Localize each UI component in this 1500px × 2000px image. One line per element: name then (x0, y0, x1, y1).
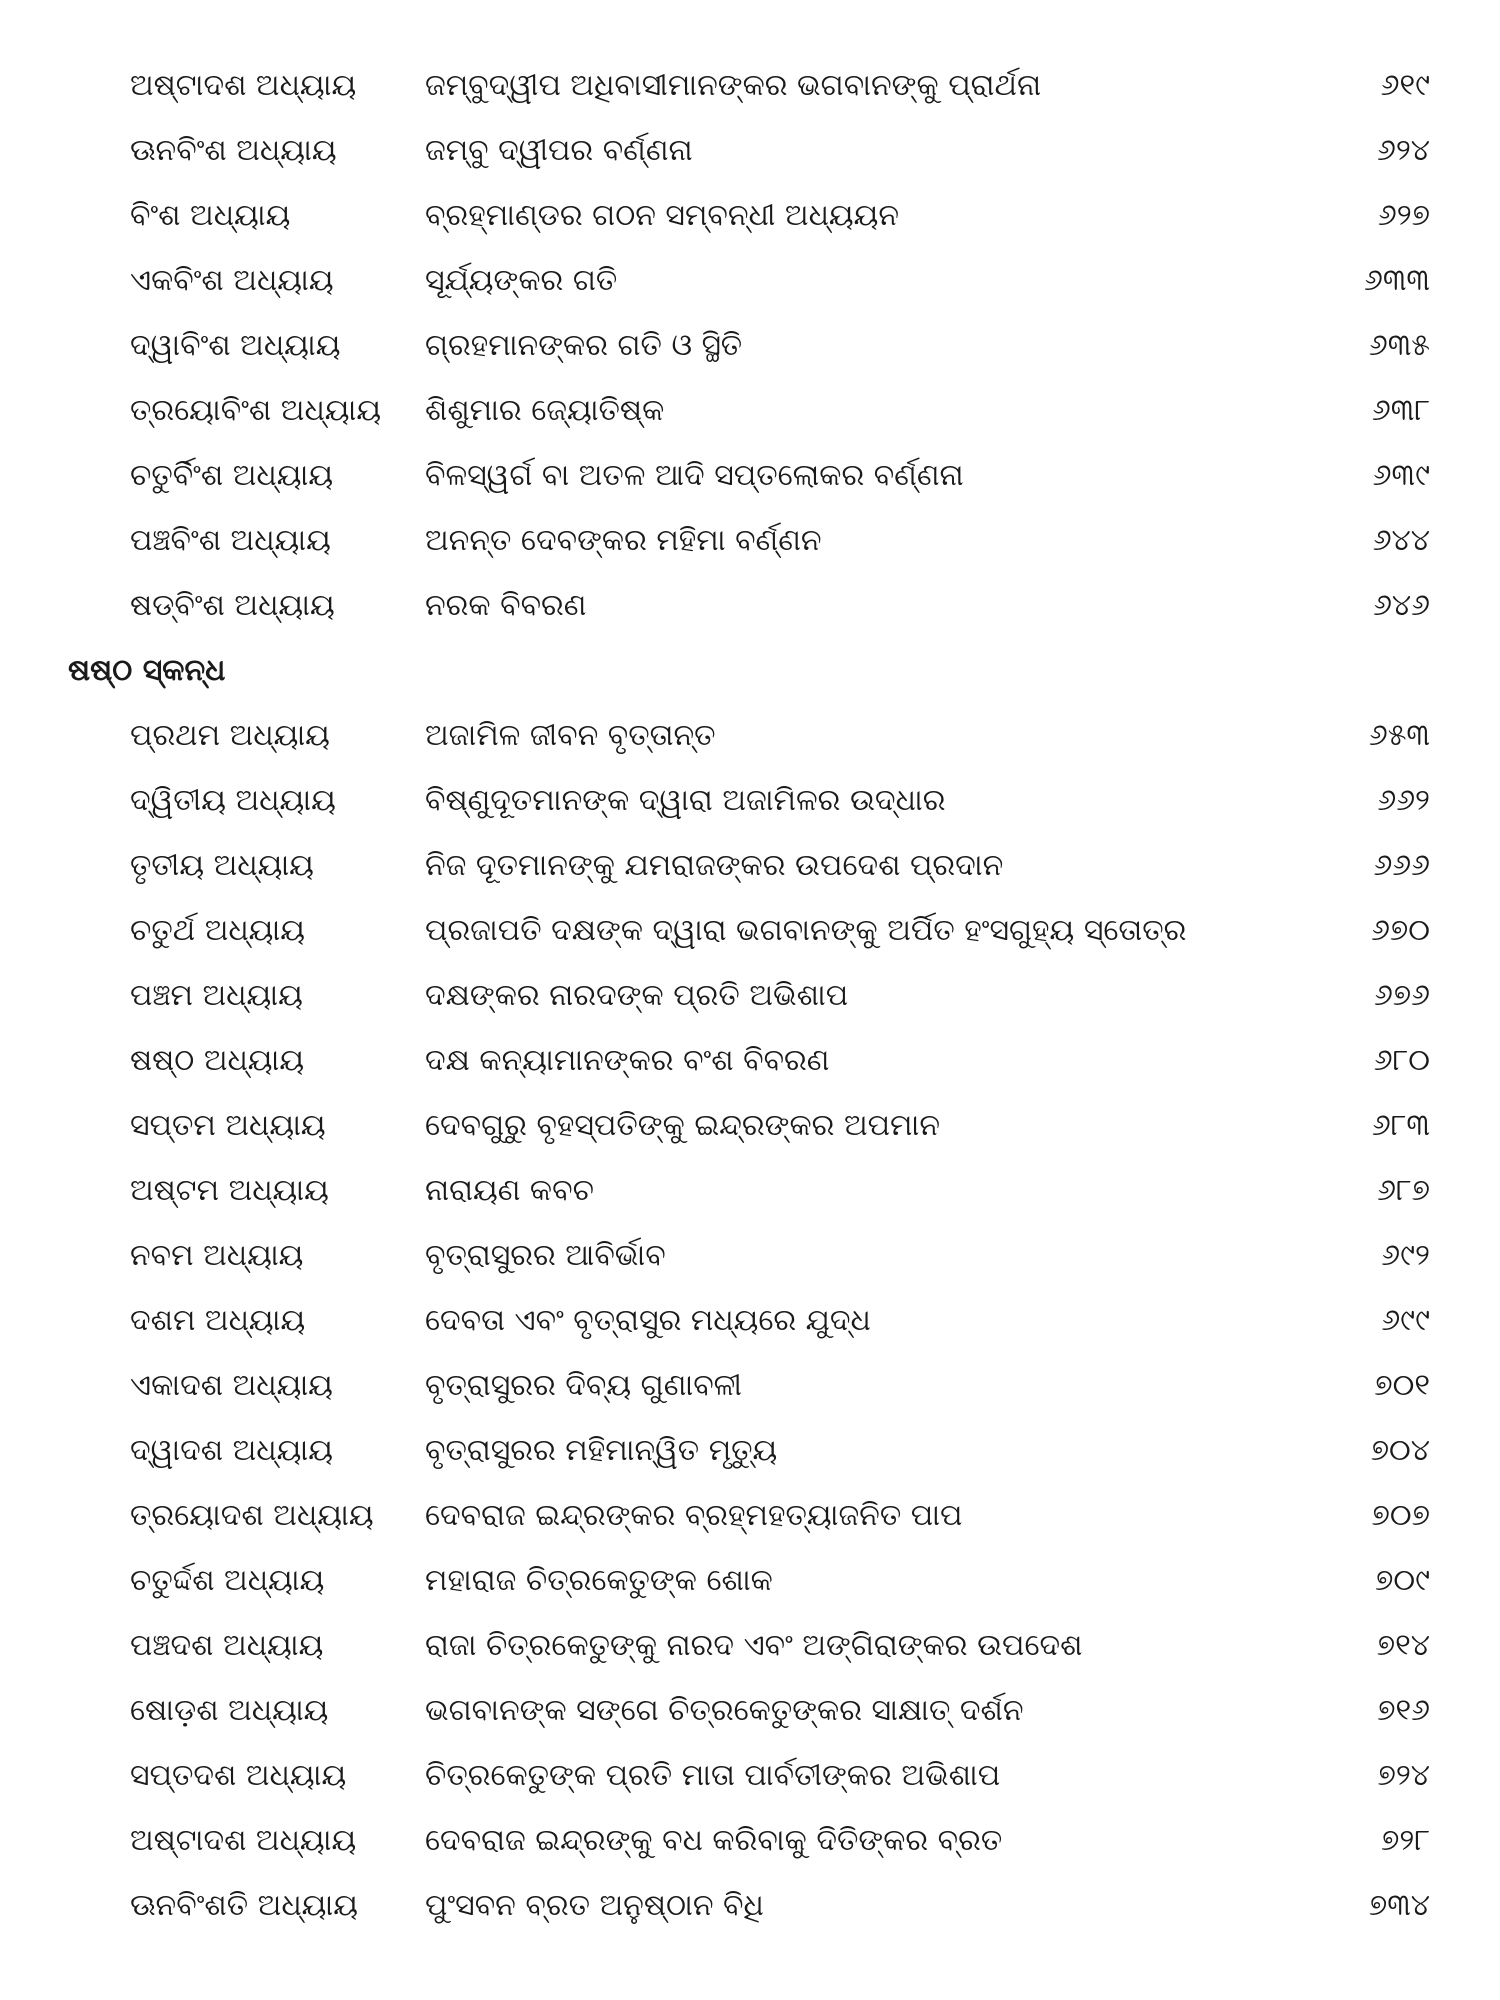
page-number: ୭୦୭ (1371, 1498, 1430, 1533)
toc-entry (0, 581, 1500, 631)
toc-entry (0, 516, 1500, 566)
chapter-title: ଦେବରାଜ ଇନ୍ଦ୍ରଙ୍କୁ ବଧ କରିବାକୁ ଦିତିଙ୍କର ବ୍ରତ (425, 1823, 1003, 1858)
page-number: ୬୪୬ (1373, 588, 1430, 623)
page-number: ୭୦୯ (1375, 1563, 1430, 1598)
toc-entry (0, 776, 1500, 826)
toc-entry (0, 971, 1500, 1021)
chapter-label: ପଞ୍ଚଦଶ ଅଧ୍ୟାୟ (130, 1628, 324, 1663)
chapter-title: ବିଳସ୍ୱର୍ଗ ବା ଅତଳ ଆଦି ସପ୍ତଲୋକର ବର୍ଣ୍ଣନା (425, 458, 964, 493)
page-number: ୬୧୯ (1380, 68, 1430, 103)
page-number: ୬୩୩ (1364, 263, 1430, 298)
page-number: ୭୦୧ (1374, 1368, 1430, 1403)
toc-entry (0, 1231, 1500, 1281)
toc-entry (0, 126, 1500, 176)
chapter-title: ପ୍ରଜାପତି ଦକ୍ଷଙ୍କ ଦ୍ୱାରା ଭଗବାନଙ୍କୁ ଅର୍ପିତ ହଂସଗୁହ୍ୟ ସ୍ତୋତ୍ର (425, 913, 1187, 948)
toc-entry (0, 61, 1500, 111)
chapter-title: ମହାରାଜ ଚିତ୍ରକେତୁଙ୍କ ଶୋକ (425, 1563, 773, 1598)
chapter-title: ଗ୍ରହମାନଙ୍କର ଗତି ଓ ସ୍ଥିତି (425, 328, 743, 363)
chapter-title: ରାଜା ଚିତ୍ରକେତୁଙ୍କୁ ନାରଦ ଏବଂ ଅଙ୍ଗିରାଙ୍କର ଉପଦେଶ (425, 1628, 1083, 1663)
chapter-label: ନବମ ଅଧ୍ୟାୟ (130, 1238, 304, 1273)
page-number: ୬୩୫ (1368, 328, 1430, 363)
chapter-label: ପ୍ରଥମ ଅଧ୍ୟାୟ (130, 718, 330, 753)
chapter-label: ଦ୍ୱାଦଶ ଅଧ୍ୟାୟ (130, 1433, 333, 1468)
chapter-label: ବିଂଶ ଅଧ୍ୟାୟ (130, 198, 291, 233)
chapter-label: ଚତୁର୍ଥ ଅଧ୍ୟାୟ (130, 913, 306, 948)
page-number: ୬୬୨ (1377, 783, 1430, 818)
chapter-title: ବୃତ୍ରାସୁରର ମହିମାନ୍ୱିତ ମୃତ୍ୟୁ (425, 1433, 778, 1468)
toc-entry (0, 1751, 1500, 1801)
chapter-title: ନାରାୟଣ କବଚ (425, 1173, 594, 1208)
chapter-label: ଷଡ୍ବିଂଶ ଅଧ୍ୟାୟ (130, 588, 335, 623)
chapter-label: ଷଷ୍ଠ ଅଧ୍ୟାୟ (130, 1043, 305, 1078)
page-number: ୭୨୮ (1381, 1823, 1430, 1858)
page-number: ୬୬୬ (1373, 848, 1430, 883)
toc-entry (0, 1101, 1500, 1151)
chapter-label: ତ୍ରୟୋବିଂଶ ଅଧ୍ୟାୟ (130, 393, 382, 428)
page-number: ୬୮୩ (1371, 1108, 1430, 1143)
chapter-label: ପଞ୍ଚବିଂଶ ଅଧ୍ୟାୟ (130, 523, 331, 558)
chapter-label: ତ୍ରୟୋଦଶ ଅଧ୍ୟାୟ (130, 1498, 374, 1533)
chapter-title: ନରକ ବିବରଣ (425, 588, 587, 623)
page-number: ୭୨୪ (1377, 1758, 1430, 1793)
chapter-title: ଅଜାମିଳ ଜୀବନ ବୃତ୍ତାନ୍ତ (425, 718, 716, 753)
chapter-label: ଅଷ୍ଟମ ଅଧ୍ୟାୟ (130, 1173, 329, 1208)
page-number: ୬୫୩ (1368, 718, 1430, 753)
page-number: ୭୦୪ (1370, 1433, 1430, 1468)
toc-entry (0, 906, 1500, 956)
toc-entry (0, 1166, 1500, 1216)
toc-entry (0, 321, 1500, 371)
page-number: ୬୮୦ (1373, 1043, 1430, 1078)
chapter-title: ନିଜ ଦୂତମାନଙ୍କୁ ଯମରାଜଙ୍କର ଉପଦେଶ ପ୍ରଦାନ (425, 848, 1004, 883)
chapter-label: ଏକବିଂଶ ଅଧ୍ୟାୟ (130, 263, 334, 298)
toc-entry (0, 1361, 1500, 1411)
section-heading: ଷଷ୍ଠ ସ୍କନ୍ଧ (68, 653, 226, 688)
chapter-title: ବୃତ୍ରାସୁରର ଆବିର୍ଭାବ (425, 1238, 666, 1273)
toc-entry (0, 256, 1500, 306)
page-number: ୬୭୬ (1373, 978, 1430, 1013)
chapter-title: ସୂର୍ଯ୍ୟଙ୍କର ଗତି (425, 263, 618, 298)
chapter-title: ଶିଶୁମାର ଜ୍ୟୋତିଷ୍କ (425, 393, 665, 428)
toc-entry (0, 1556, 1500, 1606)
toc-entry (0, 451, 1500, 501)
chapter-label: ସପ୍ତଦଶ ଅଧ୍ୟାୟ (130, 1758, 347, 1793)
chapter-title: ବିଷ୍ଣୁଦୂତମାନଙ୍କ ଦ୍ୱାରା ଅଜାମିଳର ଉଦ୍ଧାର (425, 783, 946, 818)
chapter-label: ଏକାଦଶ ଅଧ୍ୟାୟ (130, 1368, 333, 1403)
page-number: ୬୮୭ (1377, 1173, 1430, 1208)
chapter-title: ବ୍ରହ୍ମାଣ୍ଡର ଗଠନ ସମ୍ବନ୍ଧୀ ଅଧ୍ୟୟନ (425, 198, 900, 233)
page-number: ୬୪୪ (1372, 523, 1430, 558)
toc-entry (0, 191, 1500, 241)
page-number: ୭୧୪ (1376, 1628, 1430, 1663)
toc-entry (0, 1621, 1500, 1671)
toc-entry (0, 386, 1500, 436)
chapter-title: ଦକ୍ଷ କନ୍ୟାମାନଙ୍କର ବଂଶ ବିବରଣ (425, 1043, 830, 1078)
chapter-label: ପଞ୍ଚମ ଅଧ୍ୟାୟ (130, 978, 303, 1013)
chapter-title: ଦକ୍ଷଙ୍କର ନାରଦଙ୍କ ପ୍ରତି ଅଭିଶାପ (425, 978, 849, 1013)
chapter-title: ଚିତ୍ରକେତୁଙ୍କ ପ୍ରତି ମାତା ପାର୍ବତୀଙ୍କର ଅଭିଶାପ (425, 1758, 1001, 1793)
chapter-title: ଦେବତା ଏବଂ ବୃତ୍ରାସୁର ମଧ୍ୟରେ ଯୁଦ୍ଧ (425, 1303, 871, 1338)
chapter-label: ଦ୍ୱାବିଂଶ ଅଧ୍ୟାୟ (130, 328, 341, 363)
chapter-title: ଭଗବାନଙ୍କ ସଙ୍ଗେ ଚିତ୍ରକେତୁଙ୍କର ସାକ୍ଷାତ୍ ଦର୍ଶନ (425, 1693, 1024, 1728)
toc-entry (0, 1296, 1500, 1346)
page-number: ୬୩୮ (1371, 393, 1430, 428)
toc-entry (0, 1881, 1500, 1931)
toc-entry (0, 1816, 1500, 1866)
page-number: ୬୨୪ (1376, 133, 1430, 168)
toc-entry (0, 1491, 1500, 1541)
chapter-title: ଅନନ୍ତ ଦେବଙ୍କର ମହିମା ବର୍ଣ୍ଣନ (425, 523, 822, 558)
toc-entry (0, 1686, 1500, 1736)
page-number: ୬୩୯ (1372, 458, 1430, 493)
page-number: ୬୯୯ (1381, 1303, 1430, 1338)
chapter-title: ଦେବରାଜ ଇନ୍ଦ୍ରଙ୍କର ବ୍ରହ୍ମହତ୍ୟାଜନିତ ପାପ (425, 1498, 963, 1533)
chapter-label: ଚତୁର୍ବିଂଶ ଅଧ୍ୟାୟ (130, 458, 334, 493)
chapter-label: ଅଷ୍ଟାଦଶ ଅଧ୍ୟାୟ (130, 68, 357, 103)
chapter-label: ଦ୍ୱିତୀୟ ଅଧ୍ୟାୟ (130, 783, 336, 818)
chapter-label: ଚତୁର୍ଦ୍ଦଶ ଅଧ୍ୟାୟ (130, 1563, 325, 1598)
chapter-label: ତୃତୀୟ ଅଧ୍ୟାୟ (130, 848, 314, 883)
chapter-label: ଦଶମ ଅଧ୍ୟାୟ (130, 1303, 306, 1338)
chapter-title: ପୁଂସବନ ବ୍ରତ ଅନୁଷ୍ଠାନ ବିଧି (425, 1888, 764, 1923)
chapter-label: ଊନବିଂଶତି ଅଧ୍ୟାୟ (130, 1888, 358, 1923)
toc-entry (0, 1426, 1500, 1476)
chapter-title: ବୃତ୍ରାସୁରର ଦିବ୍ୟ ଗୁଣାବଳୀ (425, 1368, 742, 1403)
chapter-label: ଊନବିଂଶ ଅଧ୍ୟାୟ (130, 133, 337, 168)
chapter-label: ସପ୍ତମ ଅଧ୍ୟାୟ (130, 1108, 326, 1143)
chapter-title: ଜମ୍ବୁଦ୍ୱୀପ ଅଧିବାସୀମାନଙ୍କର ଭଗବାନଙ୍କୁ ପ୍ରାର୍ଥନା (425, 68, 1042, 103)
page-number: ୭୩୪ (1368, 1888, 1430, 1923)
page-number: ୬୭୦ (1371, 913, 1430, 948)
chapter-title: ଜମ୍ବୁ ଦ୍ୱୀପର ବର୍ଣ୍ଣନା (425, 133, 693, 168)
chapter-label: ଷୋଡ଼ଶ ଅଧ୍ୟାୟ (130, 1693, 329, 1728)
toc-entry (0, 711, 1500, 761)
chapter-label: ଅଷ୍ଟାଦଶ ଅଧ୍ୟାୟ (130, 1823, 357, 1858)
page-number: ୬୯୨ (1381, 1238, 1430, 1273)
toc-entry (0, 841, 1500, 891)
toc-entry (0, 1036, 1500, 1086)
page-number: ୬୨୭ (1377, 198, 1430, 233)
page-number: ୭୧୬ (1377, 1693, 1430, 1728)
chapter-title: ଦେବଗୁରୁ ବୃହସ୍ପତିଙ୍କୁ ଇନ୍ଦ୍ରଙ୍କର ଅପମାନ (425, 1108, 940, 1143)
